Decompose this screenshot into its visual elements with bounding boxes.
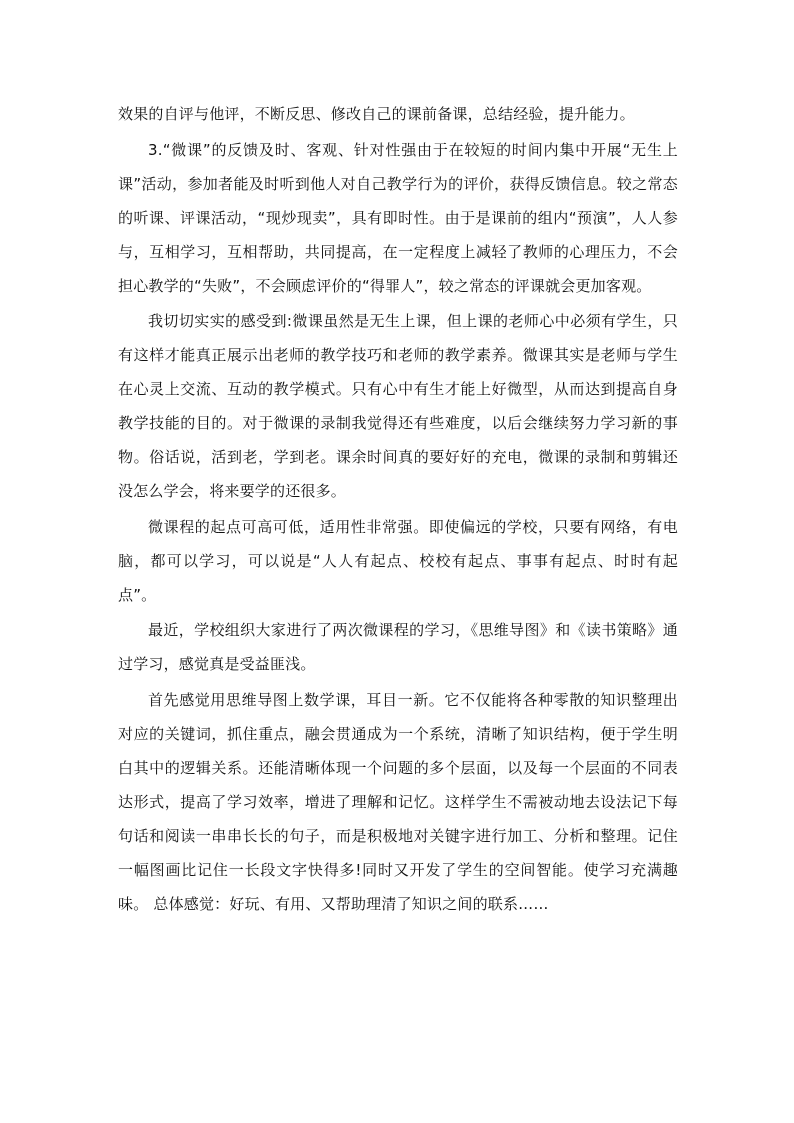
paragraph-4: 微课程的起点可高可低，适用性非常强。即使偏远的学校，只要有网络，有电脑，都可以学习，可以说是“人人有起点、校校有起点、事事有起点、时时有起点”。 <box>118 517 678 604</box>
paragraph-3: 我切切实实的感受到:微课虽然是无生上课，但上课的老师心中必须有学生，只有这样才能真正展示出老师的教学技巧和老师的教学素养。微课其实是老师与学生在心灵上交流、互动的教学模式。只有心中有生才能上好微型，从而达到提高自身教学技能的目的。对于微课的录制我觉得还有些难度，以后会继续努力学习新的事物。俗话说，活到老，学到老。课余时间真的要好好的充电，微课的录制和剪辑还没怎么学会，将来要学的还很多。 <box>118 312 678 500</box>
paragraph-6: 首先感觉用思维导图上数学课，耳目一新。它不仅能将各种零散的知识整理出对应的关键词，抓住重点，融会贯通成为一个系统，清晰了知识结构，便于学生明白其中的逻辑关系。还能清晰体现一个问题的多个层面，以及每一个层面的不同表达形式，提高了学习效率，增进了理解和记忆。这样学生不需被动地去设法记下每句话和阅读一串串长长的句子，而是积极地对关键字进行加工、分析和整理。记住一幅图画比记住一长段文字快得多!同时又开发了学生的空间智能。使学习充满趣味。 总体感觉：好玩、有用、又帮助理清了知识之间的联系…… <box>118 690 678 913</box>
paragraph-5: 最近，学校组织大家进行了两次微课程的学习，《思维导图》和《读书策略》通过学习，感觉真是受益匪浅。 <box>118 621 678 673</box>
paragraph-2: 3.“微课”的反馈及时、客观、针对性强由于在较短的时间内集中开展“无生上课”活动，参加者能及时听到他人对自己教学行为的评价，获得反馈信息。较之常态的听课、评课活动，“现炒现卖”，具有即时性。由于是课前的组内“预演”，人人参与，互相学习，互相帮助，共同提高，在一定程度上减轻了教师的心理压力，不会担心教学的“失败”，不会顾虑评价的“得罪人”，较之常态的评课就会更加客观。 <box>118 140 679 295</box>
paragraph-1: 效果的自评与他评，不断反思、修改自己的课前备课，总结经验，提升能力。 <box>118 105 635 123</box>
document-page <box>118 97 678 922</box>
